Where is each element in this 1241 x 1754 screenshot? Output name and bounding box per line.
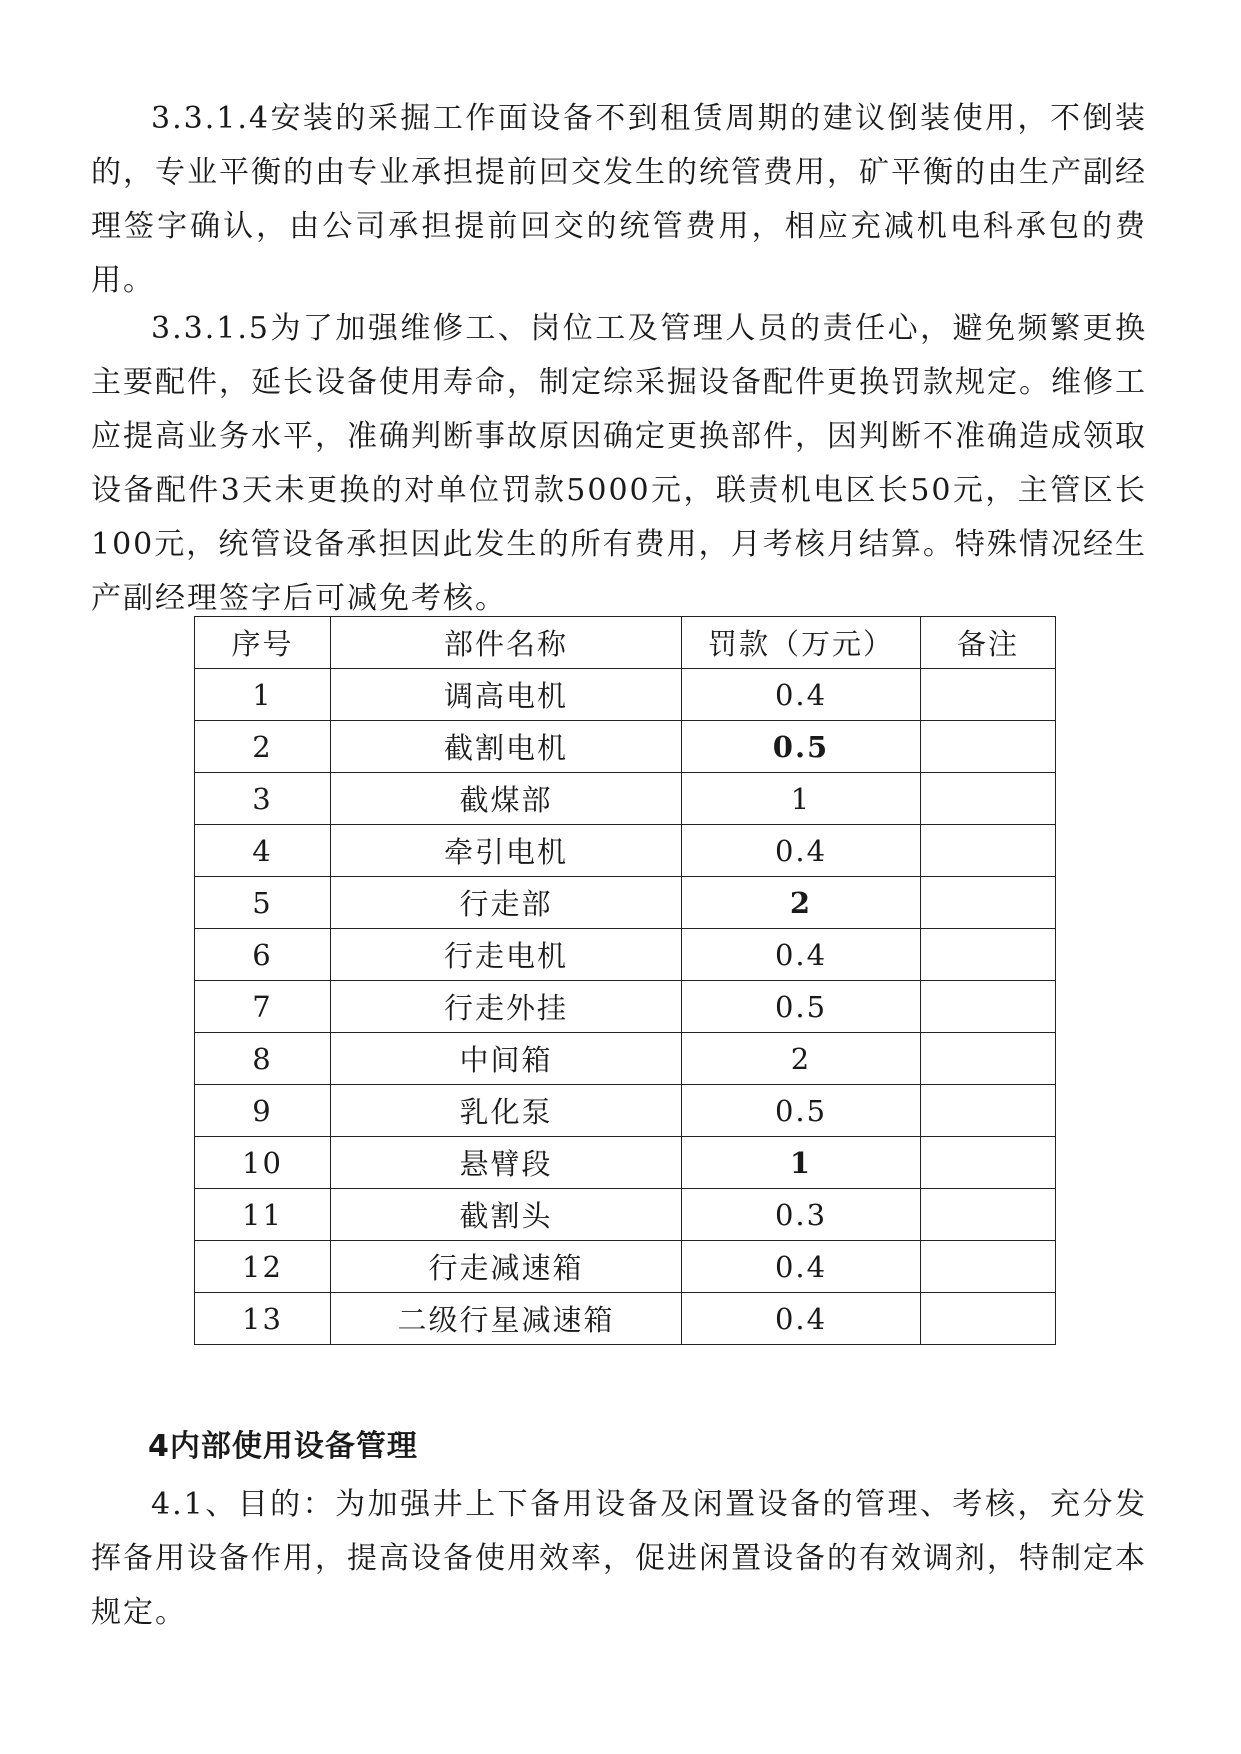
cell-no: 1 bbox=[195, 669, 331, 721]
cell-note bbox=[921, 1085, 1056, 1137]
cell-no: 7 bbox=[195, 981, 331, 1033]
cell-fine: 0.4 bbox=[682, 669, 921, 721]
table-row bbox=[195, 669, 1056, 721]
cell-note bbox=[921, 825, 1056, 877]
table-row bbox=[195, 1293, 1056, 1345]
table-row bbox=[195, 1033, 1056, 1085]
table-row bbox=[195, 929, 1056, 981]
cell-part-name: 中间箱 bbox=[331, 1033, 682, 1085]
table-header-row bbox=[195, 617, 1056, 669]
table-row bbox=[195, 1137, 1056, 1189]
paragraph-4-1: 4.1、目的：为加强井上下备用设备及闲置设备的管理、考核，充分发挥备用设备作用，提高设备使用效率，促进闲置设备的有效调剂，特制定本规定。 bbox=[91, 1487, 1147, 1630]
cell-fine: 0.5 bbox=[682, 721, 921, 773]
cell-fine: 0.4 bbox=[682, 1241, 921, 1293]
cell-no: 8 bbox=[195, 1033, 331, 1085]
cell-note bbox=[921, 929, 1056, 981]
paragraph-3-3-1-4: 3.3.1.4安装的采掘工作面设备不到租赁周期的建议倒装使用，不倒装的，专业平衡的由专业承担提前回交发生的统管费用，矿平衡的由生产副经理签字确认，由公司承担提前回交的统管费用，相应充减机电科承包的费用。 bbox=[91, 101, 1147, 298]
table-row bbox=[195, 773, 1056, 825]
cell-fine: 0.4 bbox=[682, 1293, 921, 1345]
cell-fine: 0.3 bbox=[682, 1189, 921, 1241]
cell-fine: 0.4 bbox=[682, 825, 921, 877]
cell-note bbox=[921, 1293, 1056, 1345]
table-row bbox=[195, 1085, 1056, 1137]
table-row bbox=[195, 1241, 1056, 1293]
cell-no: 10 bbox=[195, 1137, 331, 1189]
cell-part-name: 悬臂段 bbox=[331, 1137, 682, 1189]
cell-part-name: 行走减速箱 bbox=[331, 1241, 682, 1293]
cell-fine: 0.4 bbox=[682, 929, 921, 981]
header-note: 备注 bbox=[921, 617, 1056, 669]
cell-note bbox=[921, 981, 1056, 1033]
table-row bbox=[195, 877, 1056, 929]
header-fine: 罚款（万元） bbox=[682, 617, 921, 669]
header-part-name: 部件名称 bbox=[331, 617, 682, 669]
parts-fine-table bbox=[194, 616, 1056, 1345]
cell-fine: 2 bbox=[682, 1033, 921, 1085]
cell-part-name: 截割电机 bbox=[331, 721, 682, 773]
cell-part-name: 牵引电机 bbox=[331, 825, 682, 877]
cell-note bbox=[921, 1189, 1056, 1241]
cell-no: 5 bbox=[195, 877, 331, 929]
cell-no: 4 bbox=[195, 825, 331, 877]
cell-note bbox=[921, 877, 1056, 929]
cell-note bbox=[921, 721, 1056, 773]
cell-part-name: 行走外挂 bbox=[331, 981, 682, 1033]
cell-note bbox=[921, 1137, 1056, 1189]
cell-note bbox=[921, 773, 1056, 825]
cell-no: 3 bbox=[195, 773, 331, 825]
header-no: 序号 bbox=[195, 617, 331, 669]
section-heading: 4内部使用设备管理 bbox=[148, 1429, 418, 1464]
table-row bbox=[195, 1189, 1056, 1241]
cell-part-name: 行走部 bbox=[331, 877, 682, 929]
cell-note bbox=[921, 669, 1056, 721]
cell-part-name: 行走电机 bbox=[331, 929, 682, 981]
cell-fine: 1 bbox=[682, 1137, 921, 1189]
table-body bbox=[195, 669, 1056, 1345]
paragraph-3-3-1-5: 3.3.1.5为了加强维修工、岗位工及管理人员的责任心，避免频繁更换主要配件，延长设备使用寿命，制定综采掘设备配件更换罚款规定。维修工应提高业务水平，准确判断事故原因确定更换部件，因判断不准确造成领取设备配件3天未更换的对单位罚款5000元，联责机电区长50元，主管区长100元，统管设备承担因此发生的所有费用，月考核月结算。特殊情况经生产副经理签字后可减免考核。 bbox=[91, 311, 1147, 616]
cell-part-name: 截煤部 bbox=[331, 773, 682, 825]
cell-no: 13 bbox=[195, 1293, 331, 1345]
cell-note bbox=[921, 1241, 1056, 1293]
cell-part-name: 二级行星减速箱 bbox=[331, 1293, 682, 1345]
table-row bbox=[195, 981, 1056, 1033]
cell-part-name: 乳化泵 bbox=[331, 1085, 682, 1137]
table-row bbox=[195, 825, 1056, 877]
cell-fine: 0.5 bbox=[682, 981, 921, 1033]
table-row bbox=[195, 721, 1056, 773]
cell-fine: 0.5 bbox=[682, 1085, 921, 1137]
cell-note bbox=[921, 1033, 1056, 1085]
cell-no: 2 bbox=[195, 721, 331, 773]
cell-part-name: 截割头 bbox=[331, 1189, 682, 1241]
cell-no: 9 bbox=[195, 1085, 331, 1137]
cell-no: 11 bbox=[195, 1189, 331, 1241]
cell-no: 12 bbox=[195, 1241, 331, 1293]
cell-fine: 1 bbox=[682, 773, 921, 825]
cell-no: 6 bbox=[195, 929, 331, 981]
cell-fine: 2 bbox=[682, 877, 921, 929]
cell-part-name: 调高电机 bbox=[331, 669, 682, 721]
